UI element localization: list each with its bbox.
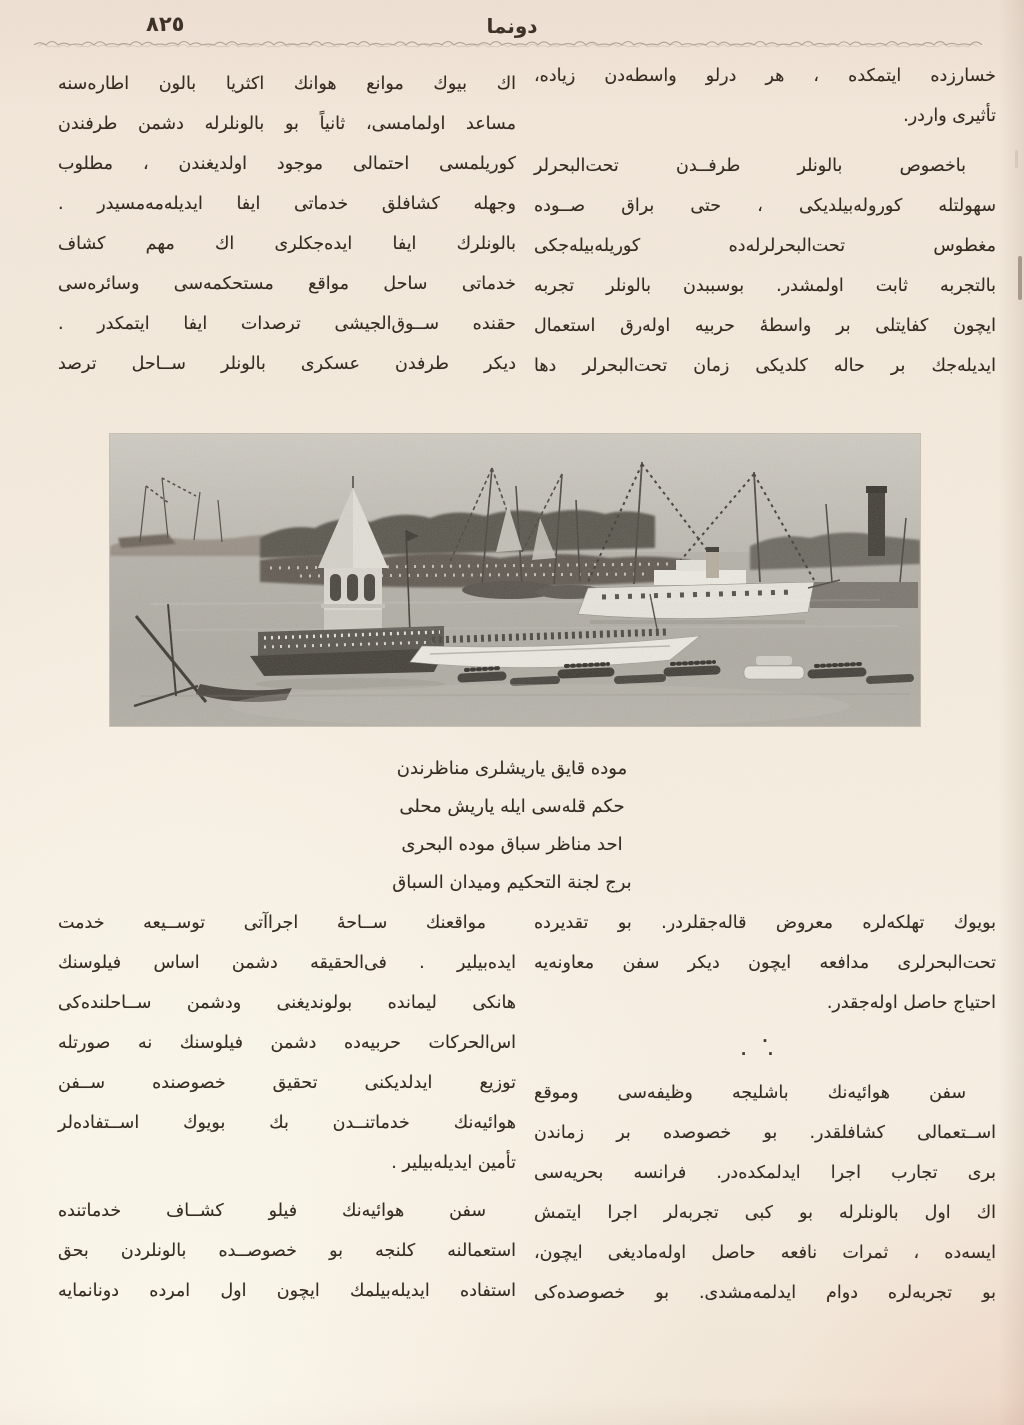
page-number: ٨٢٥ — [146, 12, 185, 36]
paragraph — [58, 903, 516, 1183]
text-line: اســتعمالى كشافلقدر. بو خصوصده بر زماندن — [534, 1123, 996, 1143]
text-line: تأمين ايديله‌بيلير . — [391, 1153, 516, 1173]
divider-dots-bottom: · · — [740, 1045, 782, 1063]
scan-edge-mark — [1018, 256, 1022, 300]
column-bottom-right — [534, 903, 996, 1313]
text-line: هانكى ليمانده بولونديغنى ودشمن ســاحلنده‌كى — [58, 993, 516, 1013]
text-line: مغطوس تحت‌البحرلرله‌ده كوريله‌بيله‌جكى — [534, 236, 996, 256]
text-line: استعمالنه كلنجه بو خصوصــده بالونلردن بحق — [58, 1241, 516, 1261]
column-bottom-left — [58, 903, 516, 1311]
text-line: سهولتله كوروله‌بيلديكى ، حتى براق صــوده — [534, 196, 996, 216]
text-line: بو تجربه‌لره دوام ايدلمه‌مشدى. بو خصوصده‌كى — [534, 1283, 996, 1303]
column-top-right — [534, 56, 996, 386]
page-title: دونما — [486, 14, 538, 38]
paragraph — [58, 1191, 516, 1311]
text-line: ايده‌بيلير . فى‌الحقيقه دشمن اساس فيلوسنك — [58, 953, 516, 973]
photo-caption — [262, 750, 762, 902]
text-line: تأثيرى واردر. — [903, 106, 996, 126]
text-line: مساعد اولمامسى، ثانياً بو بالونلرله دشمن طرفندن — [58, 114, 516, 134]
text-line: احتياج حاصل اوله‌جقدر. — [826, 993, 996, 1013]
text-line: ايچون كفايتلى بر واسطهٔ حربيه اوله‌رق استعمال — [534, 316, 996, 336]
text-line: كوريلمسى احتمالى موجود اولديغندن ، مطلوب — [58, 154, 516, 174]
text-line: بالونلرك ايفا ايده‌جكلرى اك مهم كشاف — [58, 234, 516, 254]
text-line: هوائيه‌نك خدماتنــدن بك بويوك اســتفاده‌لر — [58, 1113, 516, 1133]
harbor-photo-illustration — [110, 434, 920, 726]
text-line: احد مناظر سباق موده البحرى — [401, 834, 623, 855]
text-line: موده قايق ياريشلرى مناظرندن — [396, 758, 628, 779]
text-line: اك بيوك موانع هوانك اكثريا بالون اطاره‌سنه — [58, 74, 516, 94]
text-line: سفن هوائيه‌نك باشليجه وظيفه‌سى وموقع — [534, 1083, 966, 1103]
text-line: خدماتى ساحل مواقع مستحكمه‌سى وسائره‌سى — [58, 274, 516, 294]
text-line: تحت‌البحرلرى مدافعه ايچون ديكر سفن معاونه‌يه — [534, 953, 996, 973]
text-line: اس‌الحركات حربيه‌ده دشمن فيلوسنك نه صورتله — [58, 1033, 516, 1053]
text-line: برى تجارب اجرا ايدلمكده‌در. فرانسه بحريه‌سى — [534, 1163, 996, 1183]
paragraph — [534, 903, 996, 1023]
text-line: حكم قله‌سى ايله ياريش محلى — [399, 796, 625, 817]
text-line: وجهله كشافلق خدماتى ايفا ايديله‌مه‌مسيدر . — [58, 194, 516, 214]
text-line: استفاده ايديله‌بيلمك ايچون اول امرده دونانمايه — [58, 1281, 516, 1301]
wavy-divider — [34, 38, 992, 52]
harbor-photo — [110, 434, 920, 726]
paragraph — [534, 1073, 996, 1313]
text-line: برج لجنة التحكيم وميدان السباق — [392, 872, 632, 893]
text-line: بويوك تهلكه‌لره معروض قاله‌جقلردر. بو تقديرده — [534, 913, 996, 933]
text-line: ديكر طرفدن عسكرى بالونلر ســاحل ترصد — [58, 354, 516, 374]
text-line: اك اول بالونلرله بو كبى تجربه‌لر اجرا ايتمش — [534, 1203, 996, 1223]
scan-edge-mark — [1015, 150, 1018, 168]
paragraph — [534, 56, 996, 136]
paragraph — [58, 64, 516, 384]
text-line: مواقعنك ســاحهٔ اجراآتى توســيعه خدمت — [58, 913, 486, 933]
column-top-left — [58, 64, 516, 384]
section-divider-dots — [534, 1026, 996, 1070]
text-line: سفن هوائيه‌نك فيلو كشــاف خدماتنده — [58, 1201, 486, 1221]
paragraph — [534, 146, 996, 386]
text-line: باخصوص بالونلر طرفــدن تحت‌البحرلر — [534, 156, 966, 176]
divider-dot-top: · — [762, 1032, 768, 1050]
text-line: توزيع ايدلديكنى تحقيق خصوصنده ســفن — [58, 1073, 516, 1093]
text-line: حقنده ســوق‌الجيشى ترصدات ايفا ايتمكدر . — [58, 314, 516, 334]
text-line: ايسه‌ده ، ثمرات نافعه حاصل اوله‌ماديغى ايچون، — [534, 1243, 996, 1263]
text-line: خسارزده ايتمكده ، هر درلو واسطه‌دن زياده، — [534, 66, 996, 86]
text-line: ايديله‌جك بر حاله كلديكى زمان تحت‌البحرلر دها — [534, 356, 996, 376]
text-line: بالتجربه ثابت اولمشدر. بوسببدن بالونلر تجربه — [534, 276, 996, 296]
